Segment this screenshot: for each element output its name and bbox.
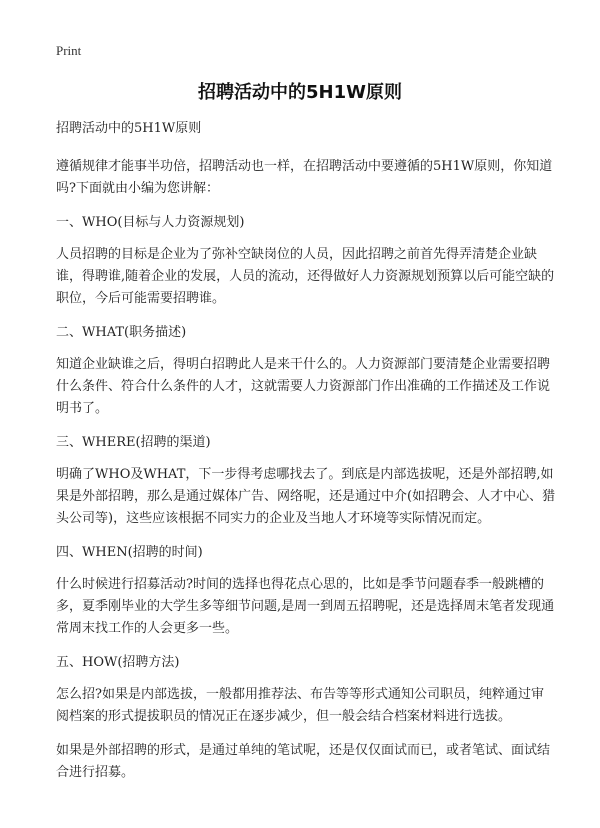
section-paragraph: 如果是外部招聘的形式，是通过单纯的笔试呢，还是仅仅面试而已，或者笔试、面试结合进行招募。 [56,743,551,780]
section-heading: 三、WHERE(招聘的渠道) [56,435,211,450]
section-how [56,652,556,784]
section-when [56,542,556,640]
section-who [56,212,556,310]
print-link[interactable]: Print [56,43,82,58]
article-subtitle: 招聘活动中的5H1W原则 [56,121,202,136]
section-heading: 五、HOW(招聘方法) [56,655,180,670]
section-paragraph: 怎么招?如果是内部选拔，一般都用推荐法、布告等等形式通知公司职员，纯粹通过审阅档案的形式提拔职员的情况正在逐步减少，但一般会结合档案材料进行选拔。 [56,687,544,724]
page-title: 招聘活动中的5H1W原则 [198,82,402,103]
section-paragraph: 知道企业缺谁之后，得明白招聘此人是来干什么的。人力资源部门要清楚企业需要招聘什么条件、符合什么条件的人才，这就需要人力资源部门作出准确的工作描述及工作说明书了。 [56,357,551,416]
section-where [56,432,556,530]
section-heading: 一、WHO(目标与人力资源规划) [56,215,245,230]
section-heading: 四、WHEN(招聘的时间) [56,545,203,560]
section-heading: 二、WHAT(职务描述) [56,325,187,340]
section-paragraph: 明确了WHO及WHAT，下一步得考虑哪找去了。到底是内部选拔呢，还是外部招聘,如果是外部招聘，那么是通过媒体广告、网络呢，还是通过中介(如招聘会、人才中心、猎头公司等)，这些应该根据不同实力的企业及当地人才环境等实际情况而定。 [56,467,556,526]
section-paragraph: 人员招聘的目标是企业为了弥补空缺岗位的人员，因此招聘之前首先得弄清楚企业缺谁，得聘谁,随着企业的发展，人员的流动，还得做好人力资源规划预算以后可能空缺的职位，今后可能需要招聘谁。 [56,247,555,306]
article-body [56,118,556,796]
intro-paragraph: 遵循规律才能事半功倍，招聘活动也一样，在招聘活动中要遵循的5H1W原则，你知道吗?下面就由小编为您讲解： [56,159,553,196]
section-what [56,322,556,420]
section-paragraph: 什么时候进行招募活动?时间的选择也得花点心思的，比如是季节问题春季一般跳槽的多，夏季刚毕业的大学生多等细节问题,是周一到周五招聘呢，还是选择周末笔者发现通常周末找工作的人会更多一些。 [56,577,555,636]
